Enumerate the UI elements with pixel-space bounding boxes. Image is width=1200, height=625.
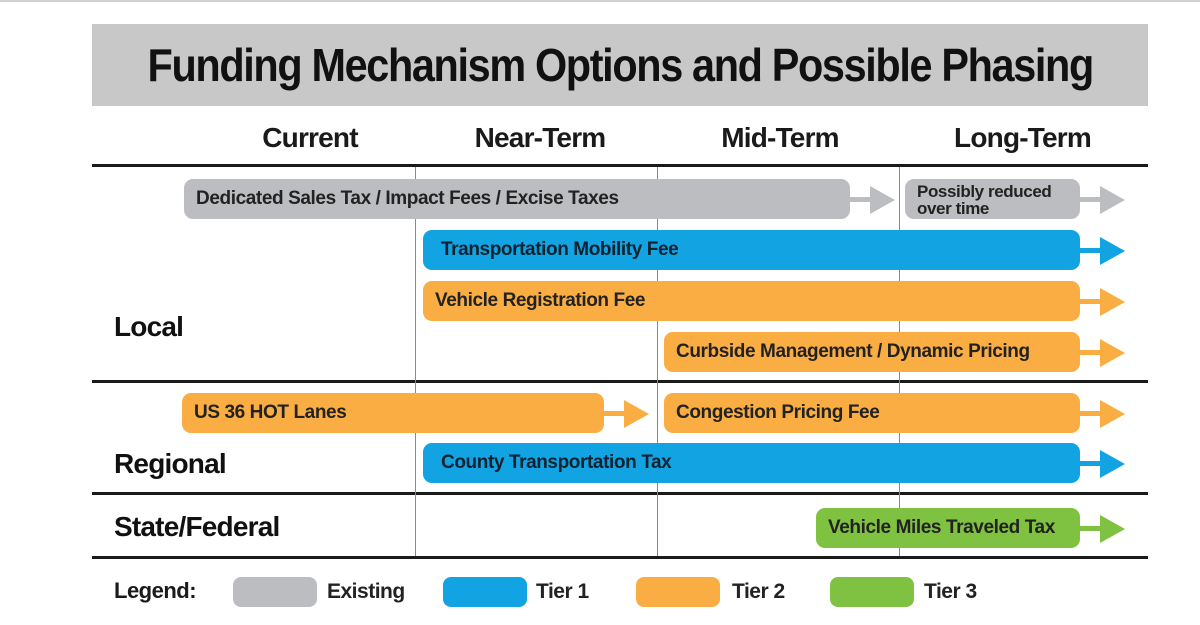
arrow-shaft-congestion [1080,411,1100,416]
arrow-head-us36 [624,400,649,428]
arrow-head-vehicle-registration [1100,288,1125,316]
legend-swatch-tier3 [830,577,914,607]
column-divider-1 [415,167,416,556]
bar-county-tax [423,443,1080,483]
arrow-head-possibly-reduced [1100,186,1125,214]
arrow-head-curbside [1100,339,1125,367]
arrow-head-vmt [1100,515,1125,543]
arrow-head-county-tax [1100,450,1125,478]
legend-swatch-tier1 [443,577,527,607]
legend-swatch-existing [233,577,317,607]
bar-possibly-reduced: Possibly reduced over time [905,179,1080,219]
row-label-local: Local [114,311,184,342]
legend-text-tier2: Tier 2 [732,580,785,603]
diagram-title: Funding Mechanism Options and Possible Phasing [147,39,1093,91]
arrow-shaft-vehicle-registration [1080,299,1100,304]
legend-title: Legend: [114,578,197,603]
bar-sales-tax: Dedicated Sales Tax / Impact Fees / Excise Taxes [184,179,850,219]
title-band [92,24,1148,106]
bar-vmt-tax: Vehicle Miles Traveled Tax [816,508,1080,548]
column-header-near-term: Near-Term [474,122,606,153]
legend-swatch-tier2 [636,577,720,607]
column-header-long-term: Long-Term [954,122,1091,153]
legend-text-tier1: Tier 1 [536,580,589,603]
arrow-shaft-possibly-reduced [1080,197,1100,202]
label-county-tax: County Transportation Tax [441,452,672,473]
arrow-shaft-vmt [1080,526,1100,531]
legend-text-existing: Existing [327,580,405,603]
label-mobility-fee: Transportation Mobility Fee [441,239,679,260]
arrow-head-congestion [1100,400,1125,428]
column-header-current: Current [262,122,358,153]
row-label-state-federal: State/Federal [114,511,280,542]
column-header-mid-term: Mid-Term [721,122,839,153]
local-regional-divider [92,380,1148,383]
top-border [0,0,1200,2]
arrow-head-mobility-fee [1100,237,1125,265]
arrow-shaft-sales-tax [850,197,870,202]
legend-text-tier3: Tier 3 [924,580,977,603]
column-divider-2 [657,167,658,556]
arrow-shaft-mobility-fee [1080,248,1100,253]
header-divider [92,164,1148,167]
bar-vehicle-registration: Vehicle Registration Fee [423,281,1080,321]
arrow-shaft-curbside [1080,350,1100,355]
arrow-shaft-us36 [604,411,624,416]
bar-mobility-fee [423,230,1080,270]
legend-divider [92,556,1148,559]
bar-us36-hot-lanes: US 36 HOT Lanes [182,393,604,433]
arrow-shaft-county-tax [1080,461,1100,466]
bar-curbside: Curbside Management / Dynamic Pricing [664,332,1080,372]
regional-state-divider [92,492,1148,495]
arrow-head-sales-tax [870,186,895,214]
bar-congestion-pricing: Congestion Pricing Fee [664,393,1080,433]
row-label-regional: Regional [114,448,226,479]
